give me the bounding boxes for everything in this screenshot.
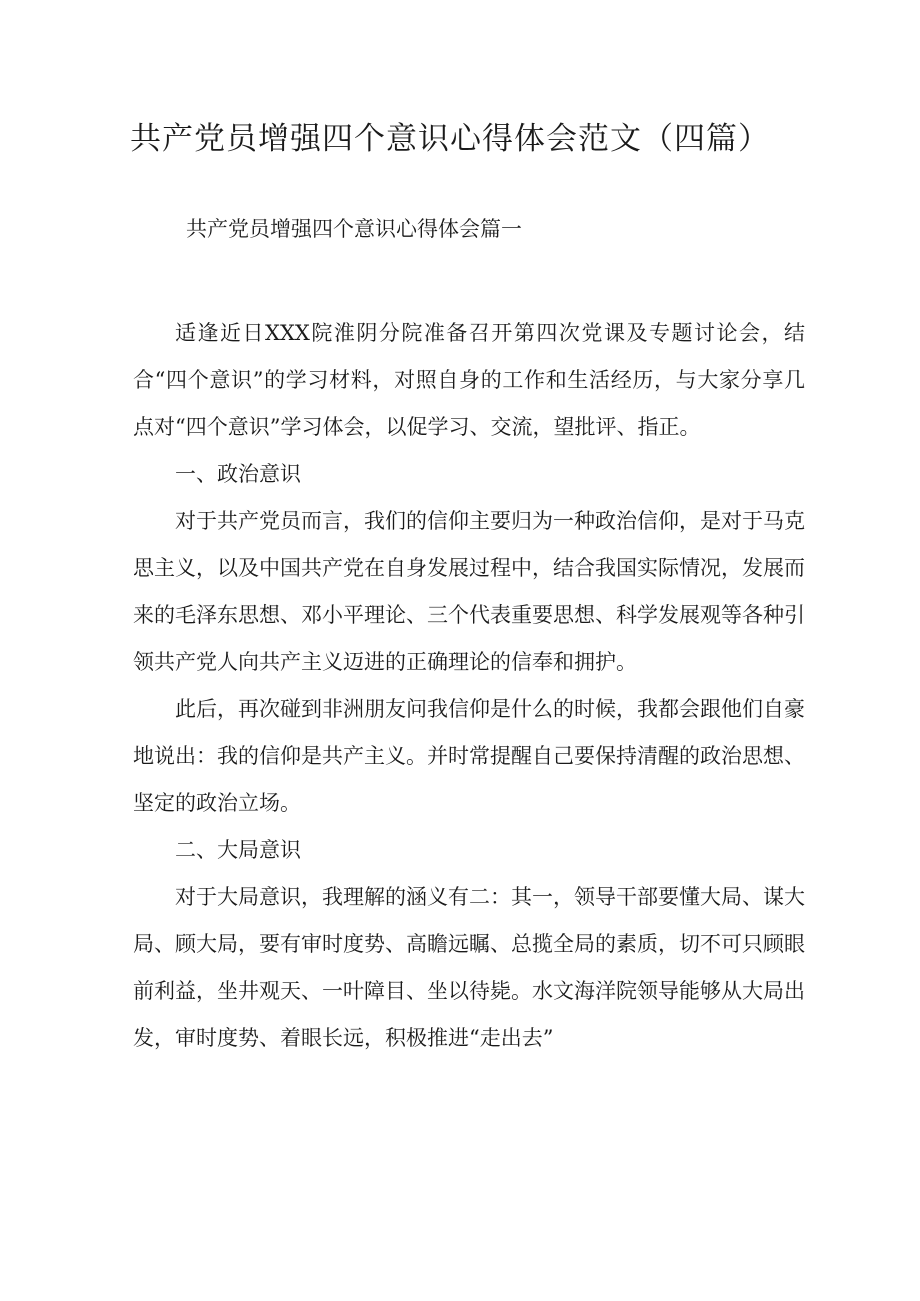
section-heading-overall: 二、大局意识	[175, 838, 301, 862]
section-subtitle: 共产党员增强四个意识心得体会篇一	[186, 217, 522, 241]
document-title: 共产党员增强四个意识心得体会范文（四篇）	[130, 121, 770, 157]
political-paragraph: 对于共产党员而言，我们的信仰主要归为一种政治信仰，是对于马克思主义，以及中国共产党在自身发展过程中，结合我国实际情况，发展而来的毛泽东思想、邓小平理论、三个代表重要思想、科学发展观等各种引领共产党人向共产主义迈进的正确理论的信奉和拥护。	[133, 509, 805, 674]
section-heading-political: 一、政治意识	[175, 462, 301, 486]
political-paragraph-2: 此后，再次碰到非洲朋友问我信仰是什么的时候，我都会跟他们自豪地说出：我的信仰是共产主义。并时常提醒自己要保持清醒的政治思想、坚定的政治立场。	[133, 697, 805, 815]
overall-paragraph: 对于大局意识，我理解的涵义有二：其一，领导干部要懂大局、谋大局、顾大局，要有审时度势、高瞻远瞩、总揽全局的素质，切不可只顾眼前利益，坐井观天、一叶障目、坐以待毙。水文海洋院领导能够从大局出发，审时度势、着眼长远，积极推进“走出去”	[133, 885, 805, 1050]
document-body	[133, 310, 805, 1062]
intro-paragraph: 适逢近日XXX院淮阴分院准备召开第四次党课及专题讨论会，结合“四个意识”的学习材料，对照自身的工作和生活经历，与大家分享几点对“四个意识”学习体会，以促学习、交流，望批评、指正。	[133, 321, 805, 439]
